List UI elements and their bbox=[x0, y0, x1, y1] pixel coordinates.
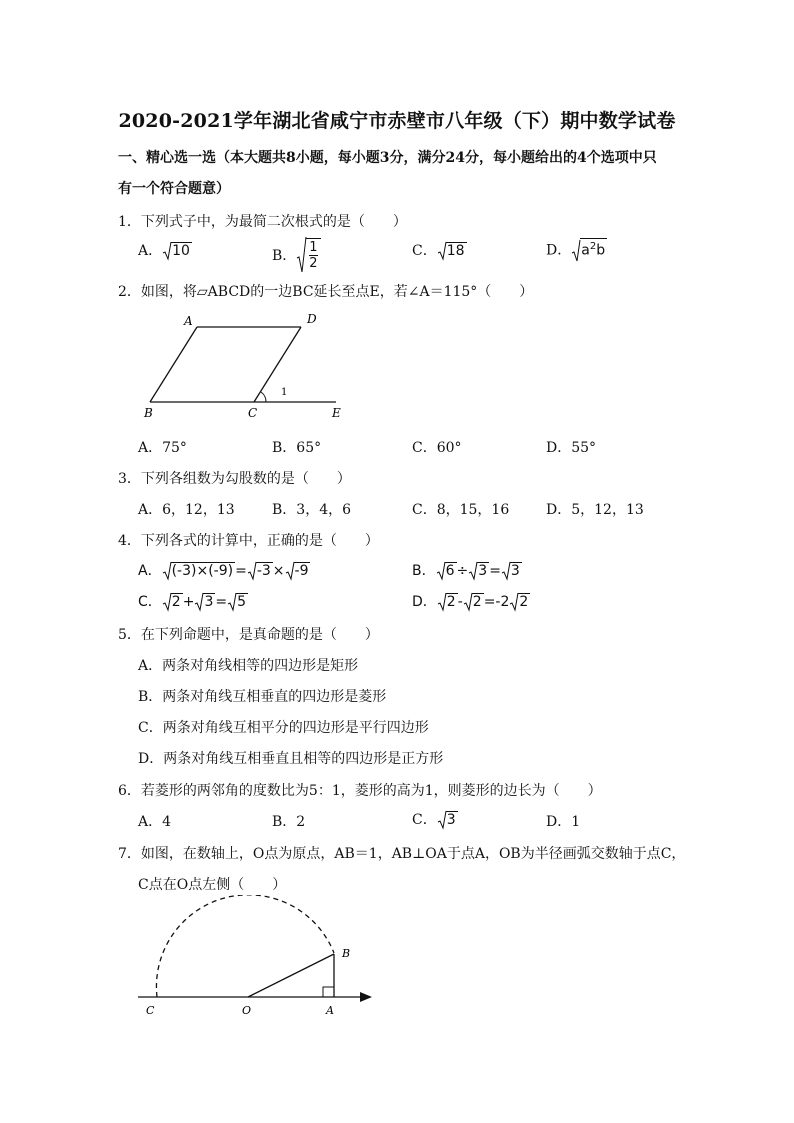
label-angle-1: 1 bbox=[281, 387, 288, 398]
parallelogram-figure bbox=[140, 308, 350, 424]
dashed-arc bbox=[156, 895, 334, 997]
question-6-option-a: A．4 bbox=[138, 814, 172, 830]
radicand bbox=[580, 238, 607, 259]
option-label: C． bbox=[412, 243, 437, 259]
question-3-option-c: C．8，15，16 bbox=[412, 502, 510, 518]
label-b: B bbox=[144, 406, 153, 420]
question-6-stem: 6．若菱形的两邻角的度数比为5：1，菱形的高为1，则菱形的边长为（ ） bbox=[118, 783, 602, 799]
option-label: C． bbox=[412, 812, 437, 828]
question-3-stem: 3．下列各组数为勾股数的是（ ） bbox=[118, 471, 351, 487]
question-5-option-d: D．两条对角线互相垂直且相等的四边形是正方形 bbox=[138, 751, 444, 767]
operator: = bbox=[489, 563, 501, 579]
option-label: B． bbox=[272, 248, 297, 264]
label-a: A bbox=[184, 314, 193, 328]
radicand: 10 bbox=[172, 243, 190, 259]
segment-ob bbox=[248, 954, 334, 997]
radicand: 5 bbox=[237, 594, 247, 610]
question-1-stem: 1．下列式子中，为最简二次根式的是（ ） bbox=[118, 214, 407, 230]
question-1-option-a bbox=[138, 240, 192, 261]
radicand: 2 bbox=[446, 594, 456, 610]
option-label: A． bbox=[138, 243, 163, 259]
question-3-option-b: B．3，4，6 bbox=[272, 502, 352, 518]
exponent: 2 bbox=[589, 241, 597, 252]
question-4-option-d bbox=[412, 591, 530, 612]
question-4-option-c bbox=[138, 591, 248, 612]
radicand: 18 bbox=[446, 243, 465, 259]
question-5-option-a: A．两条对角线相等的四边形是矩形 bbox=[138, 658, 359, 674]
radicand: 2 bbox=[519, 594, 529, 610]
question-1-option-d bbox=[546, 238, 607, 263]
axis-arrow-icon bbox=[360, 992, 372, 1002]
radicand: 3 bbox=[478, 563, 488, 579]
operator: = bbox=[235, 563, 247, 579]
radicand: (-3)×(-9) bbox=[171, 563, 234, 579]
radicand: 3 bbox=[204, 594, 214, 610]
segment-ab bbox=[150, 327, 197, 402]
label-a: A bbox=[326, 1004, 334, 1017]
question-3-option-a: A．6，12，13 bbox=[138, 502, 235, 518]
option-label: D． bbox=[412, 594, 437, 610]
radicand: -3 bbox=[256, 563, 271, 579]
operator: = bbox=[215, 594, 228, 610]
question-7-stem-line2: C点在O点左侧（ ） bbox=[138, 877, 287, 893]
base-b: b bbox=[596, 242, 606, 259]
question-5-stem: 5．在下列命题中，是真命题的是（ ） bbox=[118, 627, 379, 643]
question-6-option-b: B．2 bbox=[272, 814, 306, 830]
question-7-stem-line1: 7．如图，在数轴上，O点为原点，AB＝1，AB⊥OA于点A，OB为半径画弧交数轴于点C， bbox=[118, 846, 686, 862]
question-6-option-d: D．1 bbox=[546, 814, 581, 830]
label-b: B bbox=[342, 947, 351, 960]
question-6-option-c bbox=[412, 809, 458, 830]
radicand: -9 bbox=[294, 563, 309, 579]
section-header-line1: 一、精心选一选（本大题共8小题，每小题3分，满分24分，每小题给出的4个选项中只 bbox=[118, 150, 657, 166]
question-5-option-c: C．两条对角线互相平分的四边形是平行四边形 bbox=[138, 720, 429, 736]
operator: + bbox=[182, 594, 195, 610]
question-5-option-b: B．两条对角线互相垂直的四边形是菱形 bbox=[138, 689, 387, 705]
number-line-figure bbox=[130, 895, 380, 1025]
fraction bbox=[306, 238, 320, 272]
operator: ÷ bbox=[456, 563, 469, 579]
label-o: O bbox=[242, 1004, 252, 1017]
base-a: a bbox=[581, 242, 590, 259]
question-2-option-d: D．55° bbox=[546, 440, 597, 456]
label-d: D bbox=[307, 312, 317, 326]
label-c: C bbox=[248, 406, 258, 420]
operator: × bbox=[272, 563, 285, 579]
label-c: C bbox=[146, 1004, 155, 1017]
segment-dc bbox=[254, 327, 301, 402]
question-4-option-a bbox=[138, 560, 310, 581]
question-2-option-b: B．65° bbox=[272, 440, 322, 456]
denominator: 2 bbox=[309, 256, 318, 271]
option-label: C． bbox=[138, 594, 162, 610]
option-label: D． bbox=[546, 242, 572, 259]
numerator: 1 bbox=[309, 240, 318, 255]
option-label: B． bbox=[412, 563, 436, 579]
operator: - bbox=[457, 594, 463, 610]
option-label: A． bbox=[138, 563, 162, 579]
question-2-option-c: C．60° bbox=[412, 440, 462, 456]
radicand: 2 bbox=[171, 594, 181, 610]
question-3-option-d: D．5，12，13 bbox=[546, 502, 644, 518]
radicand: 3 bbox=[510, 563, 520, 579]
question-2-stem: 2．如图，将▱ABCD的一边BC延长至点E，若∠A＝115°（ ） bbox=[118, 284, 534, 300]
label-e: E bbox=[332, 406, 341, 420]
question-4-stem: 4．下列各式的计算中，正确的是（ ） bbox=[118, 533, 379, 549]
radicand: 2 bbox=[472, 594, 482, 610]
radicand: 6 bbox=[445, 563, 455, 579]
question-4-option-b bbox=[412, 560, 522, 581]
right-angle-mark bbox=[323, 987, 334, 997]
question-2-option-a: A．75° bbox=[138, 440, 187, 456]
angle-1-arc bbox=[261, 392, 266, 402]
section-header-line2: 有一个符合题意） bbox=[118, 181, 230, 197]
operator: =-2 bbox=[483, 594, 510, 610]
question-1-option-b bbox=[272, 236, 321, 274]
question-1-option-c bbox=[412, 240, 467, 261]
radicand: 3 bbox=[446, 812, 456, 828]
page-title: 2020-2021学年湖北省咸宁市赤壁市八年级（下）期中数学试卷 bbox=[118, 110, 676, 132]
